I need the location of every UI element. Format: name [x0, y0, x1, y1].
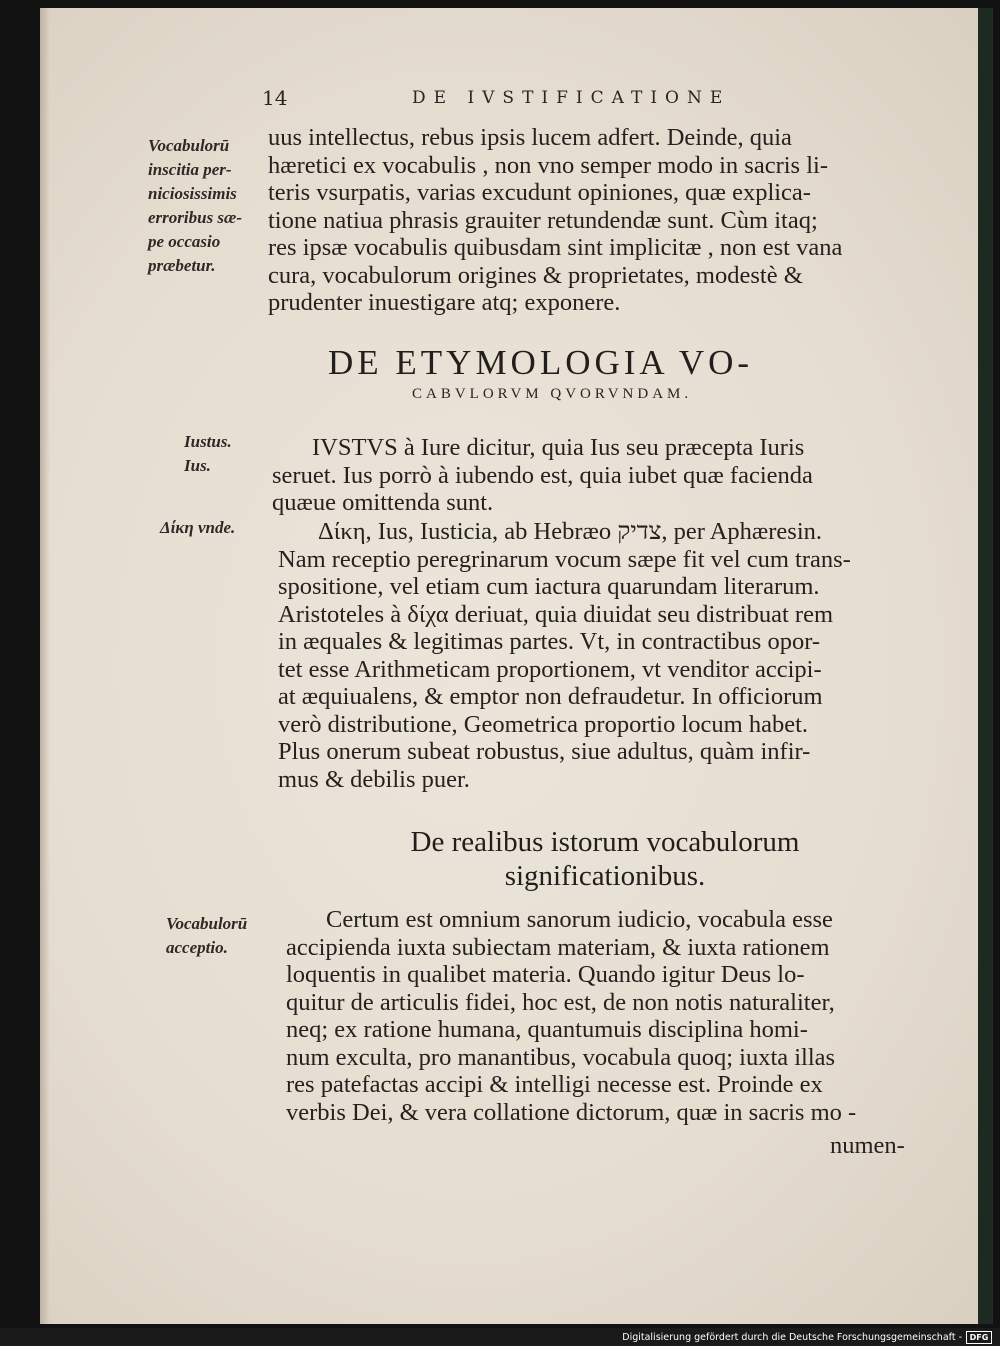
section-title-line-2: significationibus.: [504, 860, 706, 892]
paragraph-4: [286, 906, 856, 1126]
section-title-line-1: De realibus istorum vocabulorum: [410, 826, 800, 858]
margin-line: Iustus.: [184, 432, 232, 451]
text-line: hæretici ex vocabulis , non vno semper modo in sacris li-: [268, 151, 828, 179]
page-gutter-shadow: [40, 8, 50, 1324]
text-line: verò distributione, Geometrica proportio locum habet.: [278, 710, 809, 738]
text-line: uus intellectus, rebus ipsis lucem adfert. Deinde, quia: [268, 124, 792, 151]
page-edge-stripe: [978, 8, 992, 1324]
text-line: verbis Dei, & vera collatione dictorum, quæ in sacris mo -: [286, 1098, 857, 1126]
text-line: res ipsæ vocabulis quibusdam sint implicitæ , non est vana: [268, 234, 843, 261]
text-line: prudenter inuestigare atq; exponere.: [268, 289, 621, 316]
text-line: in æquales & legitimas partes. Vt, in contractibus opor-: [278, 628, 821, 655]
text-line: mus & debilis puer.: [278, 765, 470, 793]
text-line: num exculta, pro manantibus, vocabula quoq; iuxta illas: [286, 1043, 836, 1071]
text-line: Δίκη, Ius, Iusticia, ab Hebræo צדיק, per Aphæresin.: [318, 518, 823, 545]
margin-line: acceptio.: [166, 938, 228, 957]
text-line: teris vsurpatis, varias excudunt opiniones, quæ explica-: [268, 179, 811, 206]
page-number: 14: [262, 86, 288, 110]
footer-credit: [622, 1331, 992, 1344]
margin-note-vocabulorum-inscitia: [148, 134, 242, 278]
margin-line: inscitia per-: [148, 160, 232, 179]
margin-line: Ius.: [184, 456, 211, 475]
text-line: at æquiualens, & emptor non defraudetur. In officiorum: [278, 683, 823, 710]
paragraph-2: [272, 434, 813, 517]
text-line: tet esse Arithmeticam proportionem, vt venditor accipi-: [278, 655, 822, 683]
margin-line: Vocabulorū: [166, 914, 248, 933]
text-line: cura, vocabulorum origines & proprietates, modestè &: [268, 261, 803, 289]
margin-note-dike: Δίκη vnde.: [160, 518, 236, 537]
text-line: Plus onerum subeat robustus, siue adultus, quàm infir-: [278, 738, 811, 765]
heading-etymologia: DE ETYMOLOGIA VO-: [328, 343, 754, 382]
text-line: loquentis in qualibet materia. Quando igitur Deus lo-: [286, 961, 805, 988]
text-line: Nam receptio peregrinarum vocum sæpe fit vel cum trans-: [278, 545, 851, 573]
text-line: neq; ex ratione humana, quantumuis disciplina homi-: [286, 1016, 808, 1043]
heading-etymologia-sub: CABVLORVM QVORVNDAM.: [412, 386, 693, 402]
catchword: numen-: [830, 1132, 905, 1159]
running-title: DE IVSTIFICATIONE: [412, 88, 731, 108]
text-line: accipienda iuxta subiectam materiam, & iuxta rationem: [286, 933, 830, 961]
text-line: Certum est omnium sanorum iudicio, vocabula esse: [326, 906, 833, 933]
margin-line: pe occasio: [148, 232, 221, 251]
footer-text: Digitalisierung gefördert durch die Deutsche Forschungsgemeinschaft -: [622, 1332, 962, 1343]
text-line: quæue omittenda sunt.: [272, 489, 494, 516]
dfg-logo-icon: DFG: [966, 1331, 992, 1344]
text-line: res patefactas accipi & intelligi necesse est. Proinde ex: [286, 1071, 823, 1098]
margin-line: Vocabulorū: [148, 136, 230, 155]
margin-line: niciosissimis: [148, 184, 237, 203]
text-line: spositione, vel etiam cum iactura quarundam literarum.: [278, 573, 820, 600]
margin-note-iustus: [184, 430, 232, 478]
text-line: IVSTVS à Iure dicitur, quia Ius seu præcepta Iuris: [312, 434, 805, 461]
paragraph-1: [268, 124, 842, 317]
text-line: tione natiua phrasis grauiter retundendæ sunt. Cùm itaq;: [268, 206, 818, 234]
paragraph-3: [278, 518, 851, 793]
page-header: [262, 86, 822, 116]
margin-line: erroribus sæ-: [148, 208, 242, 227]
text-line: Aristoteles à δίχα deriuat, quia diuidat seu distribuat rem: [278, 600, 833, 628]
text-line: quitur de articulis fidei, hoc est, de non notis naturaliter,: [286, 988, 835, 1016]
margin-note-acceptio: [166, 912, 247, 960]
margin-line: præbetur.: [148, 256, 216, 275]
text-line: seruet. Ius porrò à iubendo est, quia iubet quæ facienda: [272, 461, 813, 489]
